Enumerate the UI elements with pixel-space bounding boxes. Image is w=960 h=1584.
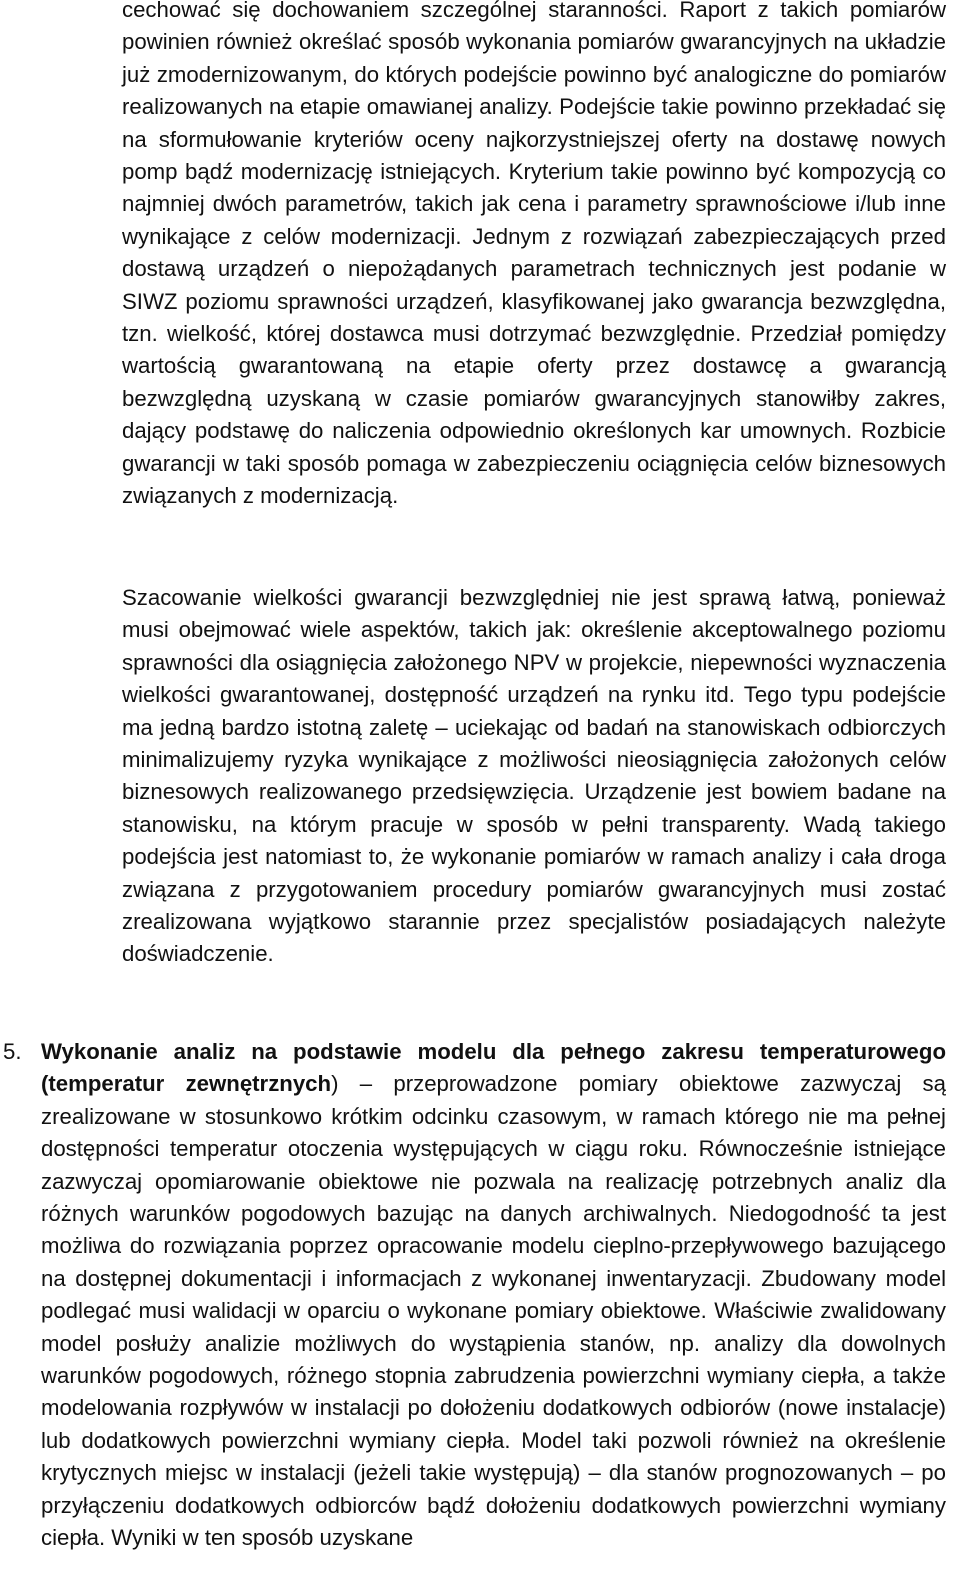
list-item-body (41, 1036, 946, 1555)
list-item-text: ) – przeprowadzone pomiary obiektowe zazwyczaj są zrealizowane w stosunkowo krótkim odcinku czasowym, w ramach którego nie ma pełnej dostępności temperatur otoczenia występujących w ciągu roku. Równocześnie istniejące zazwyczaj opomiarowanie obiektowe nie pozwala na realizację potrzebnych analiz dla różnych warunków pogodowych bazując na danych archiwalnych. Niedogodność ta jest możliwa do rozwiązania poprzez opracowanie modelu cieplno-przepływowego bazującego na dostępnej dokumentacji i informacjach z wykonanej inwentaryzacji. Zbudowany model podlegać musi walidacji w oparciu o wykonane pomiary obiektowe. Właściwie zwalidowany model posłuży analizie możliwych do wystąpienia stanów, np. analizy dla dowolnych warunków pogodowych, różnego stopnia zabrudzenia powierzchni wymiany ciepła, a także modelowania rozpływów w instalacji po dołożeniu dodatkowych odbiorów (nowe instalacje) lub dodatkowych powierzchni wymiany ciepła. Model taki pozwoli również na określenie krytycznych miejsc w instalacji (jeżeli takie występują) – dla stanów prognozowanych – po przyłączeniu dodatkowych odbiorców bądź dołożeniu dodatkowych powierzchni wymiany ciepła. Wyniki w ten sposób uzyskane (41, 1071, 946, 1551)
list-item-heading: Wykonanie analiz na podstawie modelu dla pełnego zakresu temperaturowego (temperatur zewnętrznych (41, 1039, 946, 1097)
body-paragraph: Szacowanie wielkości gwarancji bezwzględniej nie jest sprawą łatwą, ponieważ musi obejmować wiele aspektów, takich jak: określenie akceptowalnego poziomu sprawności dla osiągnięcia założonego NPV w projekcie, niepewności wyznaczenia wielkości gwarantowanej, dostępność urządzeń na rynku itd. Tego typu podejście ma jedną bardzo istotną zaletę – uciekając od badań na stanowiskach odbiorczych minimalizujemy ryzyka wynikające z możliwości nieosiągnięcia założonych celów biznesowych realizowanego przedsięwzięcia. Urządzenie jest bowiem badane na stanowisku, na którym pracuje w sposób w pełni transparenty. Wadą takiego podejścia jest natomiast to, że wykonanie pomiarów w ramach analizy i cała droga związana z przygotowaniem procedury pomiarów gwarancyjnych musi zostać zrealizowana wyjątkowo starannie przez specjalistów posiadających należyte doświadczenie. (122, 585, 946, 967)
body-paragraph: cechować się dochowaniem szczególnej staranności. Raport z takich pomiarów powinien również określać sposób wykonania pomiarów gwarancyjnych na układzie już zmodernizowanym, do których podejście powinno być analogiczne do pomiarów realizowanych na etapie omawianej analizy. Podejście takie powinno przekładać się na sformułowanie kryteriów oceny najkorzystniejszej oferty na dostawę nowych pomp bądź modernizację istniejących. Kryterium takie powinno być kompozycją co najmniej dwóch parametrów, takich jak cena i parametry sprawnościowe i/lub inne wynikające z celów modernizacji. Jednym z rozwiązań zabezpieczających przed dostawą urządzeń o niepożądanych parametrach technicznych jest podanie w SIWZ poziomu sprawności urządzeń, klasyfikowanej jako gwarancja bezwzględna, tzn. wielkość, której dostawca musi dotrzymać bezwzględnie. Przedział pomiędzy wartością gwarantowaną na etapie oferty przez dostawcę a gwarancją bezwzględną uzyskaną w czasie pomiarów gwarancyjnych stanowiłby zakres, dający podstawę do naliczenia odpowiednio określonych kar umownych. Rozbicie gwarancji w taki sposób pomaga w zabezpieczeniu ociągnięcia celów biznesowych związanych z modernizacją. (122, 0, 946, 509)
list-item-number: 5. (3, 1039, 22, 1064)
